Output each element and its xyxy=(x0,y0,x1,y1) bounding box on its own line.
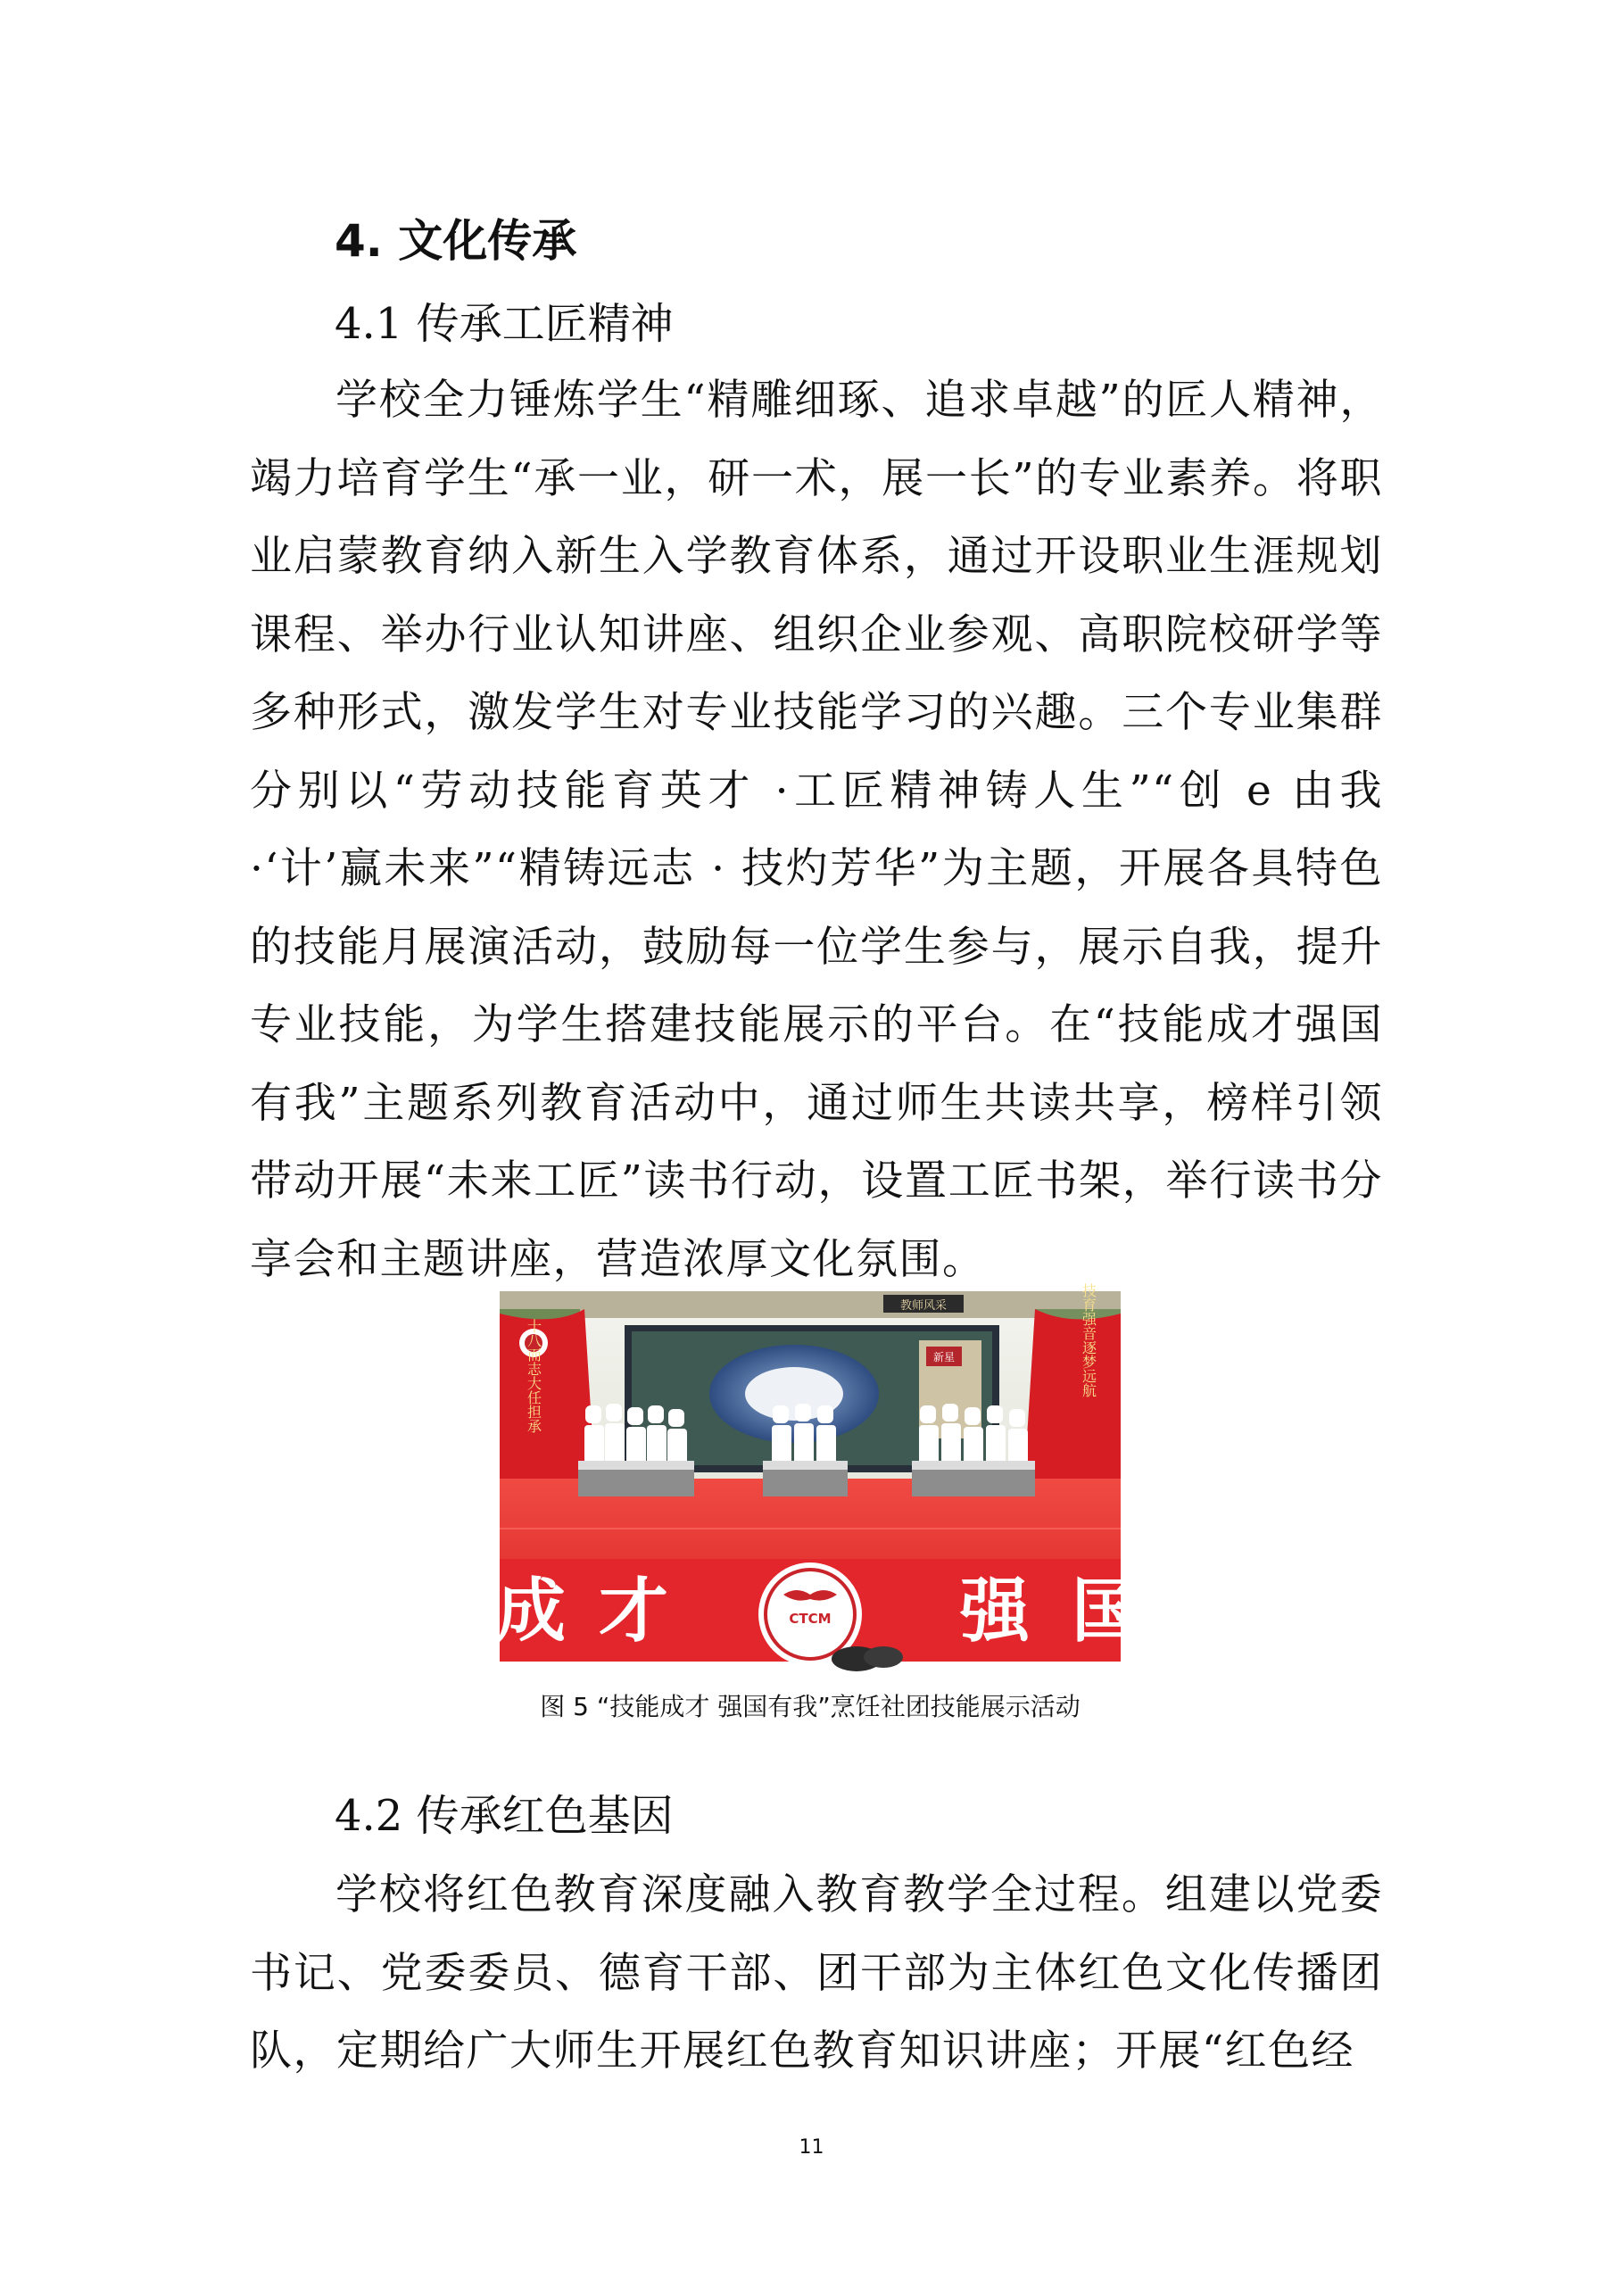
banner-char-1: 成 xyxy=(495,1571,567,1652)
banner-char-3: 强 xyxy=(959,1571,1031,1652)
banner-char-4: 国 xyxy=(1071,1571,1142,1652)
paragraph-red-gene: 学校将红色教育深度融入教育教学全过程。组建以党委书记、党委委员、德育干部、团干部为主体红色文化传播团队，定期给广大师生开展红色教育知识讲座；开展“红色经 xyxy=(250,1870,1383,2076)
cooking-club-photo xyxy=(495,1283,1142,1662)
right-pillar-text: 技育强音逐梦远航 xyxy=(1080,1283,1097,1397)
subsection-heading-red-gene: 4.2 传承红色基因 xyxy=(335,1791,674,1841)
left-pillar-text: 十八而志大任担承 xyxy=(525,1319,542,1433)
paragraph-craftsman-spirit: 学校全力锤炼学生“精雕细琢、追求卓越”的匠人精神，竭力培育学生“承一业，研一术，展一长”的专业素养。将职业启蒙教育纳入新生入学教育体系，通过开设职业生涯规划课程、举办行业认知讲座、组织企业参观、高职院校研学等多种形式，激发学生对专业技能学习的兴趣。三个专业集群分别以“劳动技能育英才 ·工匠精神铸人生”“创 e 由我 ·‘计’赢未来”“精铸远志 · 技灼芳华”为主题，开展各具特色的技能月展演活动，鼓励每一位学生参与，展示自我，提升专业技能，为学生搭建技能展示的平台。在“技能成才强国有我”主题系列教育活动中，通过师生共读共享，榜样引领带动开展“未来工匠”读书行动，设置工匠书架，举行读书分享会和主题讲座，营造浓厚文化氛围。 xyxy=(250,376,1383,1284)
screen-sign-text: 新星 xyxy=(932,1351,956,1364)
top-sign-text: 教师风采 xyxy=(899,1299,948,1313)
figure-caption: 图 5 “技能成才 强国有我”烹饪社团技能展示活动 xyxy=(540,1692,1081,1721)
page-number: 11 xyxy=(799,2136,824,2159)
section-heading: 4. 文化传承 xyxy=(335,215,577,267)
banner-char-2: 才 xyxy=(598,1571,669,1652)
logo-text: CTCM xyxy=(789,1611,832,1627)
subsection-heading-craftsman: 4.1 传承工匠精神 xyxy=(335,299,674,349)
